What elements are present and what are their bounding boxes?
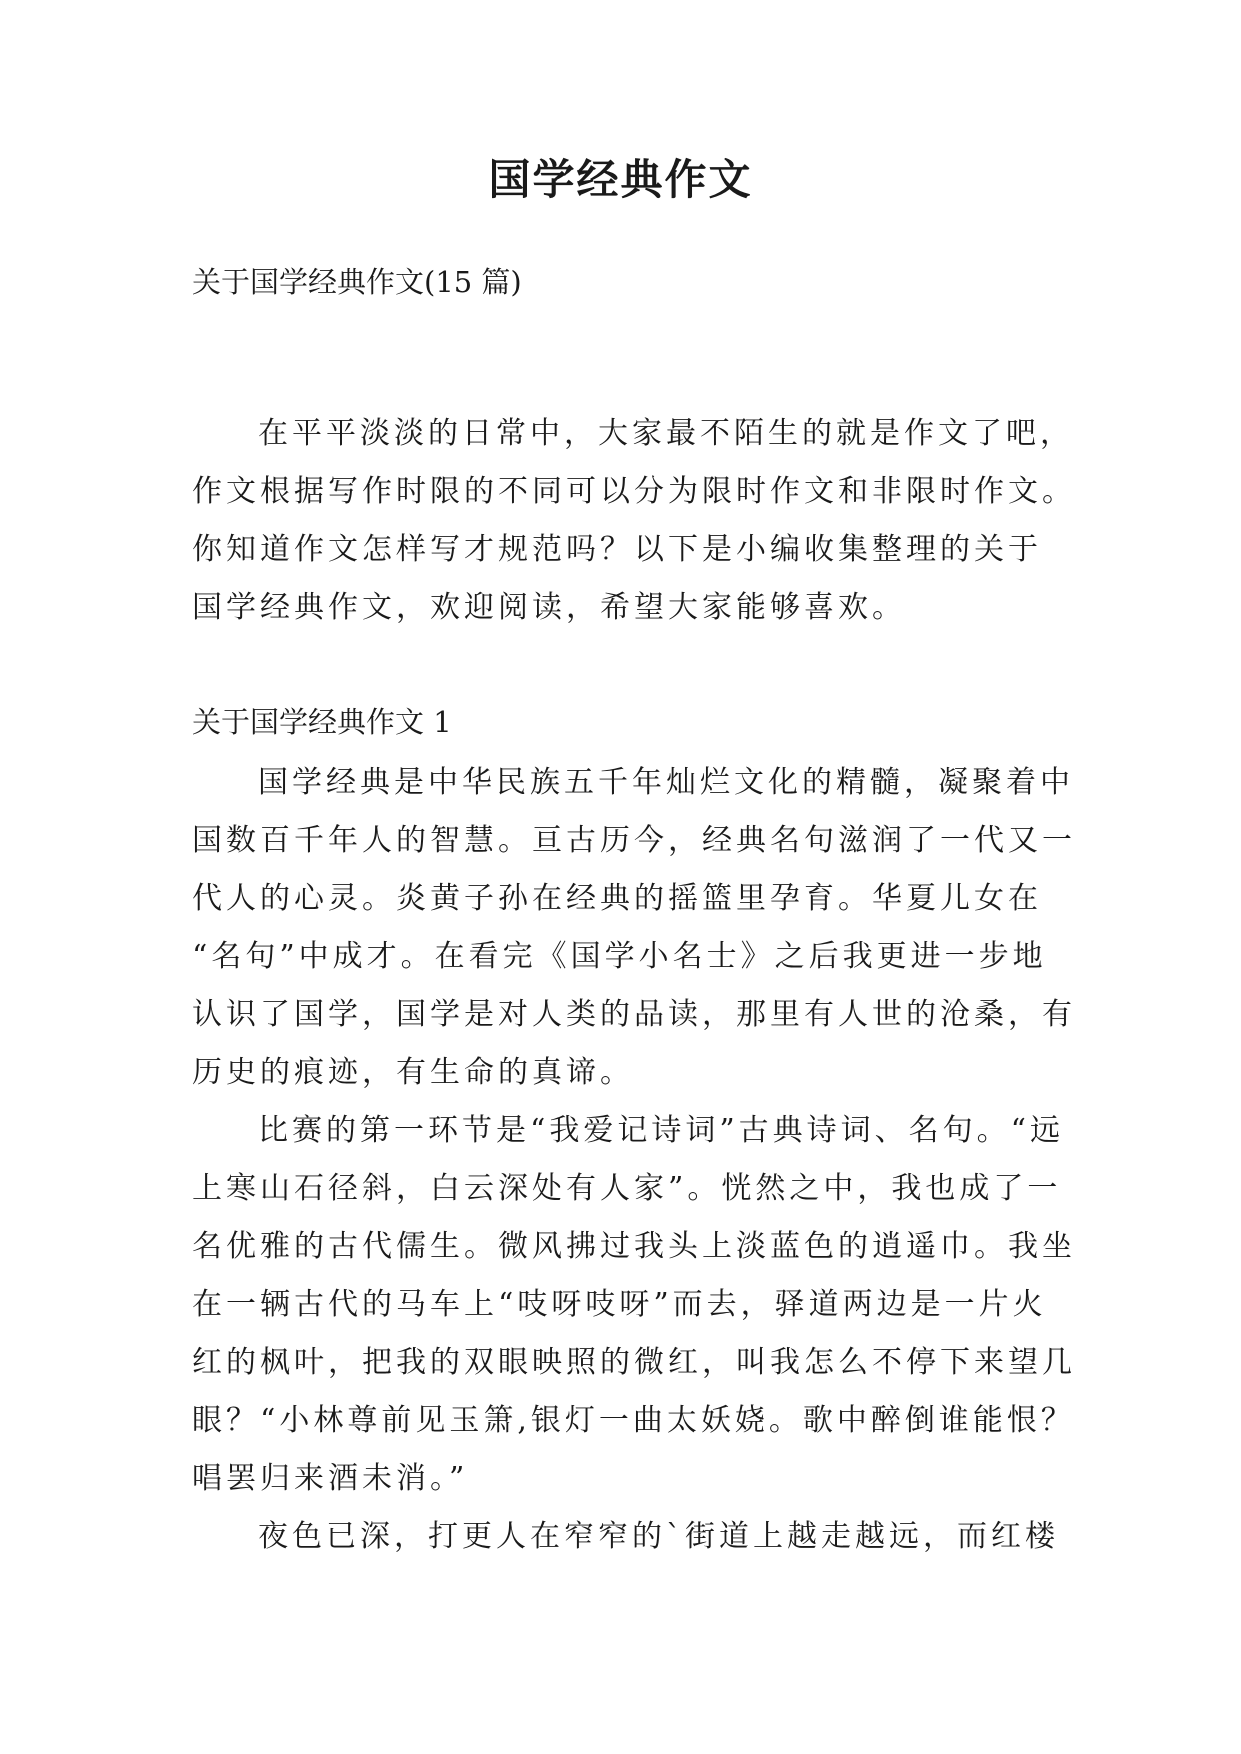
paragraph-1 (192, 754, 1076, 1102)
paragraph-line: 上寒山石径斜，白云深处有人家”。恍然之中，我也成了一 (192, 1171, 1062, 1206)
paragraph-line: 名优雅的古代儒生。微风拂过我头上淡蓝色的逍遥巾。我坐 (192, 1229, 1076, 1264)
paragraph-line: 红的枫叶，把我的双眼映照的微红，叫我怎么不停下来望几 (192, 1345, 1076, 1380)
paragraph-3 (192, 1508, 1072, 1566)
paragraph-line: 比赛的第一环节是“我爱记诗词”古典诗词、名句。“远 (258, 1113, 1065, 1148)
paragraph-line: 历史的痕迹，有生命的真谛。 (192, 1055, 634, 1090)
paragraph-2 (192, 1102, 1076, 1508)
paragraph-line: 在一辆古代的马车上“吱呀吱呀”而去，驿道两边是一片火 (192, 1287, 1047, 1322)
essay-body (192, 754, 1076, 1566)
intro-line: 国学经典作文，欢迎阅读，希望大家能够喜欢。 (192, 590, 906, 625)
intro-line: 你知道作文怎样写才规范吗？以下是小编收集整理的关于 (192, 532, 1042, 567)
document-title: 国学经典作文 (488, 155, 753, 204)
paragraph-line: 代人的心灵。炎黄子孙在经典的摇篮里孕育。华夏儿女在 (192, 881, 1042, 916)
intro-line: 在平平淡淡的日常中，大家最不陌生的就是作文了吧， (258, 416, 1074, 451)
paragraph-line: 眼？“小林尊前见玉箫,银灯一曲太妖娆。歌中醉倒谁能恨？ (192, 1403, 1075, 1438)
paragraph-line: 认识了国学，国学是对人类的品读，那里有人世的沧桑，有 (192, 997, 1076, 1032)
paragraph-line: 唱罢归来酒未消。” (192, 1461, 469, 1496)
intro-line: 作文根据写作时限的不同可以分为限时作文和非限时作文。 (192, 474, 1076, 509)
intro-paragraph (192, 405, 1076, 637)
paragraph-line: 夜色已深，打更人在窄窄的`街道上越走越远，而红楼 (258, 1519, 1059, 1554)
paragraph-line: 国学经典是中华民族五千年灿烂文化的精髓，凝聚着中 (258, 765, 1074, 800)
paragraph-line: “名句”中成才。在看完《国学小名士》之后我更进一步地 (192, 939, 1047, 974)
document-subtitle: 关于国学经典作文(15 篇) (192, 265, 522, 299)
paragraph-line: 国数百千年人的智慧。亘古历今，经典名句滋润了一代又一 (192, 823, 1076, 858)
section-heading: 关于国学经典作文 1 (192, 705, 452, 739)
